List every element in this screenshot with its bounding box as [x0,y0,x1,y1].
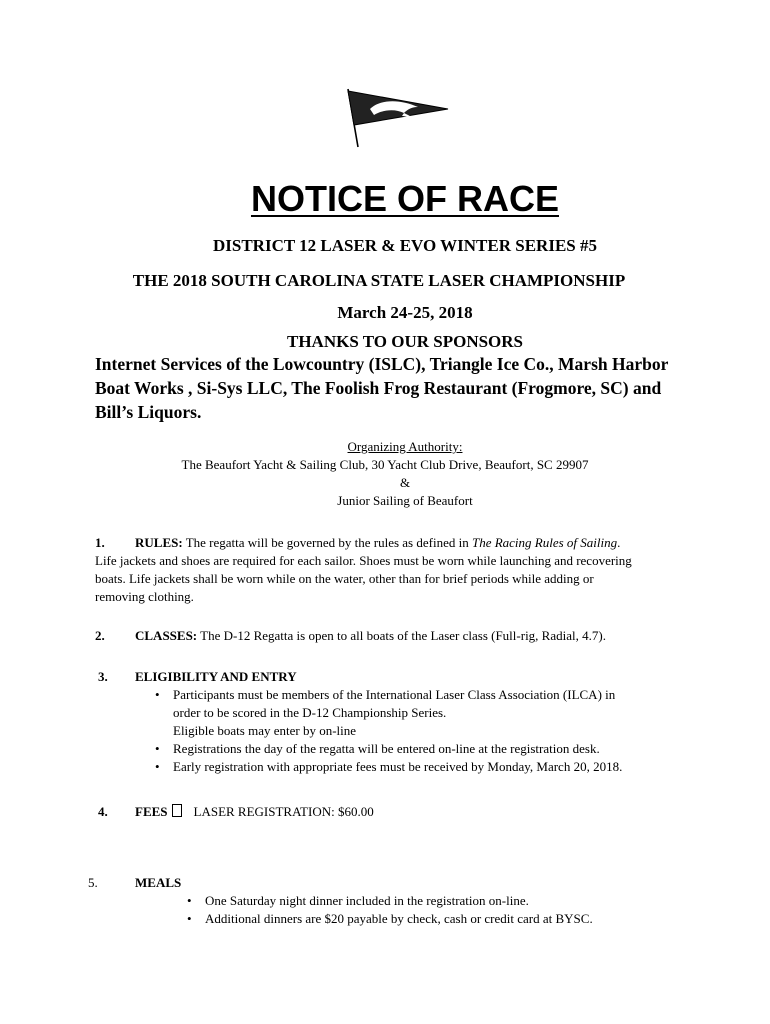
list-item-text: Registrations the day of the regatta will be entered on-line at the registration desk. [173,741,600,756]
list-item [151,758,688,776]
bullet-icon: • [187,893,192,908]
bullet-icon: • [155,759,160,774]
list-item-text: Early registration with appropriate fees must be received by Monday, March 20, 2018. [173,759,623,774]
organizing-authority-heading: Organizing Authority: [347,439,463,454]
list-item-text: One Saturday night dinner included in the registration on-line. [205,893,529,908]
section-fees [98,803,688,821]
section-number: 4. [98,804,108,819]
list-item [183,892,688,910]
section-label: ELIGIBILITY AND ENTRY [135,669,297,684]
organizing-authority [0,438,770,510]
list-item [151,686,688,740]
section-label: FEES [135,804,168,819]
bullet-icon: • [187,911,192,926]
list-item-text: order to be scored in the D-12 Championship Series. [173,705,447,720]
rules-line: boats. Life jackets shall be worn while on the water, other than for brief periods while adding or [95,571,594,586]
list-item-text: Participants must be members of the International Laser Class Association (ILCA) in [173,687,616,702]
sponsors-line: Bill’s Liquors. [95,402,202,422]
section-label: MEALS [135,875,182,890]
organizing-authority-club: The Beaufort Yacht & Sailing Club, 30 Yacht Club Drive, Beaufort, SC 29907 [181,457,589,472]
organizing-authority-junior: Junior Sailing of Beaufort [337,493,473,508]
sponsors-list [95,352,695,424]
section-eligibility [98,668,688,776]
checkbox-glyph-icon [172,804,182,817]
club-burgee-logo [340,85,452,149]
page-title: NOTICE OF RACE [250,178,559,219]
section-number: 2. [95,628,105,643]
section-rules [95,534,685,606]
sponsors-line: Boat Works , Si-Sys LLC, The Foolish Frog Restaurant (Frogmore, SC) and [95,378,662,398]
sponsors-line: Internet Services of the Lowcountry (ISLC), Triangle Ice Co., Marsh Harbor [95,354,669,374]
list-item [151,740,688,758]
championship-heading: THE 2018 SOUTH CAROLINA STATE LASER CHAMPIONSHIP [132,271,626,290]
section-number: 3. [98,669,108,684]
classes-text: The D-12 Regatta is open to all boats of the Laser class (Full-rig, Radial, 4.7). [197,628,606,643]
bullet-icon: • [155,687,160,702]
rules-text: The regatta will be governed by the rules as defined in [182,535,472,550]
organizing-authority-ampersand: & [399,475,411,490]
fees-text: LASER REGISTRATION: $60.00 [193,804,374,819]
meals-list [183,892,688,928]
rules-period: . [617,535,621,550]
list-item [183,910,688,928]
rules-line: Life jackets and shoes are required for each sailor. Shoes must be worn while launching and recovering [95,553,632,568]
section-number: 1. [95,535,105,550]
section-meals [88,874,688,928]
section-label: RULES: [135,535,183,550]
rules-book-title: The Racing Rules of Sailing [471,535,618,550]
section-label: CLASSES: [135,628,198,643]
section-number: 5. [88,875,98,890]
sponsors-heading: THANKS TO OUR SPONSORS [286,332,524,351]
event-dates: March 24-25, 2018 [337,303,473,322]
rules-line: removing clothing. [95,589,194,604]
section-classes [95,627,685,645]
list-item-text: Eligible boats may enter by on-line [173,723,357,738]
bullet-icon: • [155,741,160,756]
series-heading: DISTRICT 12 LASER & EVO WINTER SERIES #5 [212,236,597,255]
list-item-text: Additional dinners are $20 payable by check, cash or credit card at BYSC. [205,911,593,926]
eligibility-list [151,686,688,776]
